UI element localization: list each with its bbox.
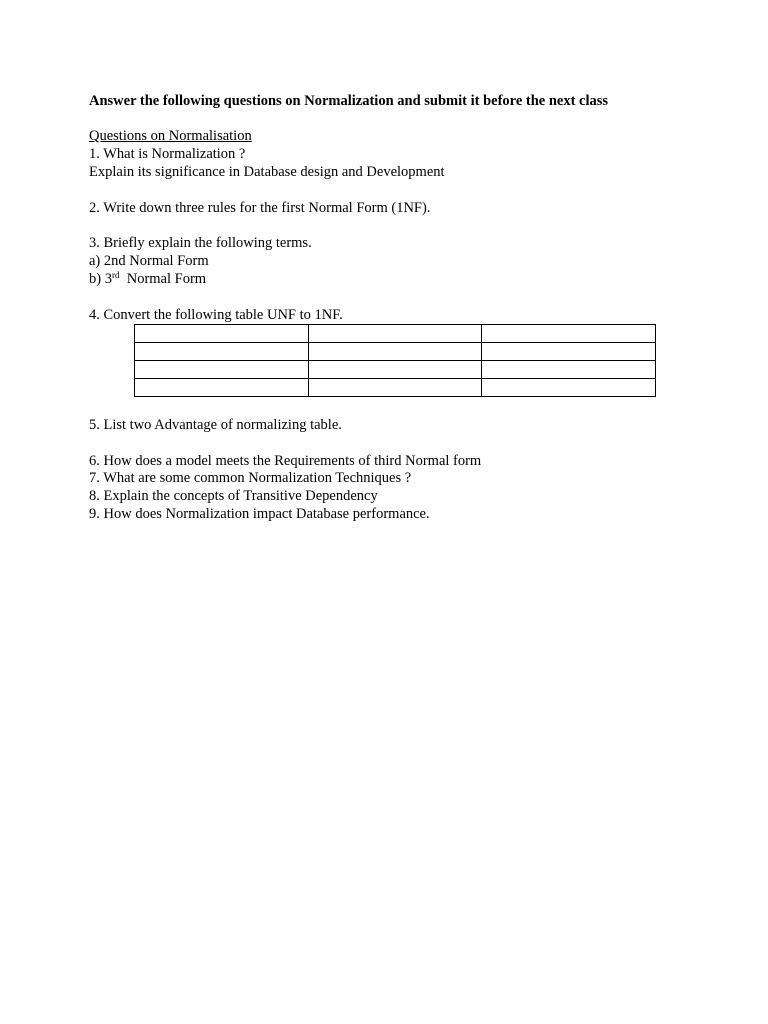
- instruction-heading: Answer the following questions on Normalization and submit it before the next class: [89, 93, 609, 109]
- unf-table: [134, 324, 656, 397]
- table-cell: [482, 343, 656, 361]
- table-cell: [135, 379, 309, 397]
- ordinal-superscript: rd: [111, 270, 120, 280]
- question-5: 5. List two Advantage of normalizing table.: [89, 417, 342, 433]
- table-cell: [309, 343, 482, 361]
- question-9: 9. How does Normalization impact Database performance.: [89, 506, 430, 522]
- table-cell: [309, 325, 482, 343]
- question-1-detail: Explain its significance in Database design and Development: [89, 164, 445, 180]
- question-4: 4. Convert the following table UNF to 1NF.: [89, 307, 343, 323]
- question-2: 2. Write down three rules for the first Normal Form (1NF).: [89, 200, 431, 216]
- table-row: [135, 361, 656, 379]
- table-cell: [135, 343, 309, 361]
- question-3-part-b: [89, 270, 206, 288]
- question-6: 6. How does a model meets the Requirements of third Normal form: [89, 453, 482, 469]
- question-1: 1. What is Normalization ?: [89, 146, 246, 162]
- table-row: [135, 325, 656, 343]
- question-3-part-a: a) 2nd Normal Form: [89, 253, 209, 269]
- question-7: 7. What are some common Normalization Techniques ?: [89, 470, 412, 486]
- table-cell: [482, 361, 656, 379]
- question-8: 8. Explain the concepts of Transitive Dependency: [89, 488, 378, 504]
- question-3: 3. Briefly explain the following terms.: [89, 235, 312, 251]
- table-cell: [135, 325, 309, 343]
- section-heading: Questions on Normalisation: [89, 128, 252, 144]
- table-cell: [482, 379, 656, 397]
- table-row: [135, 343, 656, 361]
- question-3-part-b-suffix: Normal Form: [119, 271, 207, 287]
- question-3-part-b-prefix: b) 3: [89, 271, 112, 287]
- table-cell: [135, 361, 309, 379]
- table-cell: [482, 325, 656, 343]
- table-cell: [309, 379, 482, 397]
- table-cell: [309, 361, 482, 379]
- unf-table-body: [135, 325, 656, 397]
- table-row: [135, 379, 656, 397]
